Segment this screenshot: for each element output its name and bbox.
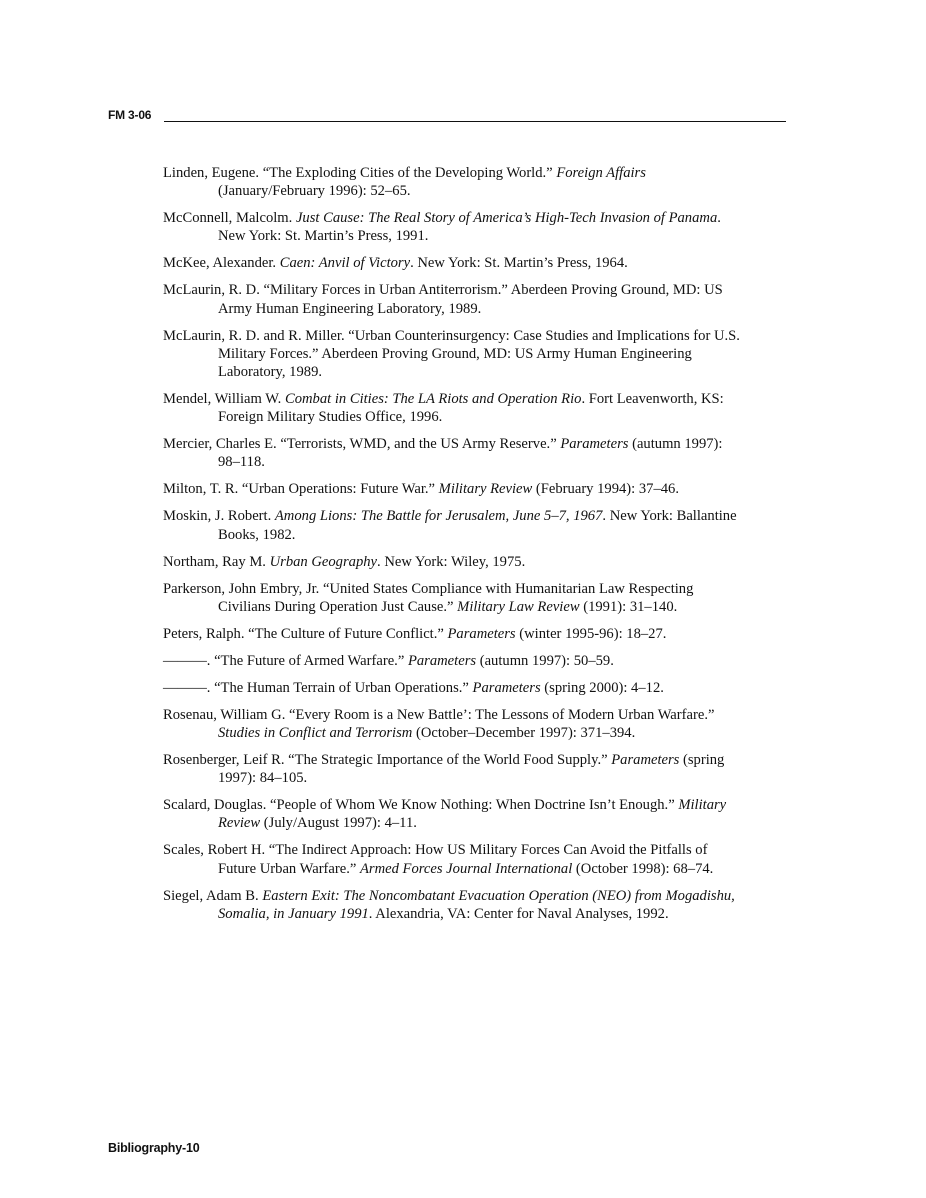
bibliography-entry: Siegel, Adam B. Eastern Exit: The Noncombatant Evacuation Operation (NEO) from Mogadishu, Somalia, in January 1991. Alexandria, VA: Center for Naval Analyses, 1992. xyxy=(163,887,735,922)
bibliography-entry: Scales, Robert H. “The Indirect Approach: How US Military Forces Can Avoid the Pitfalls of Future Urban Warfare.” Armed Forces Journal International (October 1998): 68–74. xyxy=(163,842,714,877)
bibliography-entry: McLaurin, R. D. and R. Miller. “Urban Counterinsurgency: Case Studies and Implications for U.S. Military Forces.” Aberdeen Proving Ground, MD: US Army Human Engineering Laboratory, 1989. xyxy=(163,327,740,381)
document-id: FM 3-06 xyxy=(108,108,152,122)
bibliography-entry: Northam, Ray M. Urban Geography. New York: Wiley, 1975. xyxy=(163,553,526,570)
bibliography-entry: Moskin, J. Robert. Among Lions: The Battle for Jerusalem, June 5–7, 1967. New York: Ballantine Books, 1982. xyxy=(163,508,737,543)
page-header xyxy=(108,107,786,124)
bibliography-entry: Parkerson, John Embry, Jr. “United States Compliance with Humanitarian Law Respecting Civilians During Operation Just Cause.” Military Law Review (1991): 31–140. xyxy=(163,580,694,615)
bibliography-entry: Mercier, Charles E. “Terrorists, WMD, and the US Army Reserve.” Parameters (autumn 1997): 98–118. xyxy=(163,436,723,471)
bibliography-entry: ———. “The Human Terrain of Urban Operations.” Parameters (spring 2000): 4–12. xyxy=(163,679,664,696)
bibliography-entry: McKee, Alexander. Caen: Anvil of Victory. New York: St. Martin’s Press, 1964. xyxy=(163,255,628,272)
bibliography-entry: Rosenau, William G. “Every Room is a New Battle’: The Lessons of Modern Urban Warfare.” Studies in Conflict and Terrorism (October–December 1997): 371–394. xyxy=(163,706,715,742)
bibliography-list xyxy=(163,164,743,932)
bibliography-entry: ———. “The Future of Armed Warfare.” Parameters (autumn 1997): 50–59. xyxy=(163,652,614,669)
header-rule xyxy=(164,121,786,122)
bibliography-entry: Linden, Eugene. “The Exploding Cities of the Developing World.” Foreign Affairs (January/February 1996): 52–65. xyxy=(163,165,646,200)
bibliography-entry: Scalard, Douglas. “People of Whom We Know Nothing: When Doctrine Isn’t Enough.” Military Review (July/August 1997): 4–11. xyxy=(163,797,727,832)
page-footer: Bibliography-10 xyxy=(108,1141,200,1155)
bibliography-entry: Milton, T. R. “Urban Operations: Future War.” Military Review (February 1994): 37–46. xyxy=(163,481,680,498)
bibliography-entry: Rosenberger, Leif R. “The Strategic Importance of the World Food Supply.” Parameters (spring 1997): 84–105. xyxy=(163,752,725,787)
bibliography-entry: Mendel, William W. Combat in Cities: The LA Riots and Operation Rio. Fort Leavenworth, KS: Foreign Military Studies Office, 1996. xyxy=(163,391,724,426)
bibliography-entry: McLaurin, R. D. “Military Forces in Urban Antiterrorism.” Aberdeen Proving Ground, MD: US Army Human Engineering Laboratory, 1989. xyxy=(163,282,723,317)
bibliography-entry: Peters, Ralph. “The Culture of Future Conflict.” Parameters (winter 1995-96): 18–27. xyxy=(163,625,667,642)
bibliography-entry: McConnell, Malcolm. Just Cause: The Real Story of America’s High-Tech Invasion of Panama. New York: St. Martin’s Press, 1991. xyxy=(163,210,721,245)
